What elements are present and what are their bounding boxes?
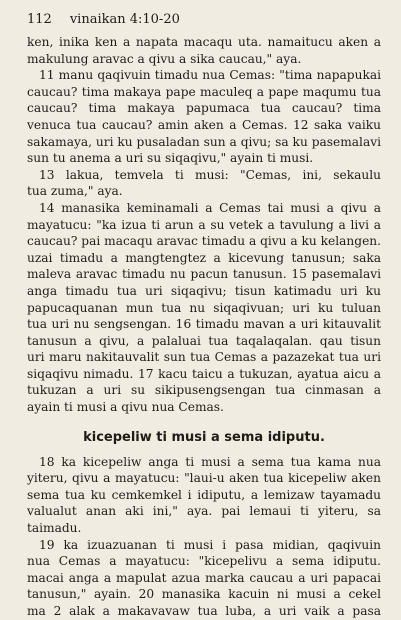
text-line: mayatucu: "ka izua ti arun a su vetek a tavulung a livi a <box>27 217 381 232</box>
text-line: tukuzan a uri su sikipusengsengan tua cinmasan a <box>27 383 381 398</box>
text-line: yiteru, qivu a mayatucu: "laui-u aken tua kicepeliw aken <box>27 471 381 486</box>
verse-line: 18 ka kicepeliw anga ti musi a sema tua kama nua <box>39 454 381 469</box>
text-line: sun tu anema a uri su siqaqivu," ayain ti musi. <box>27 151 314 166</box>
text-line: ken, inika ken a napata macaqu uta. namaitucu aken a <box>27 35 381 49</box>
text-line: sakamaya, uri ku pusaladan sun a qivu; sa ku pasemalavi <box>27 134 381 149</box>
text-line: maleva aravac timadu nu pacun tanusun. 15 pasemalavi <box>27 267 381 282</box>
verse-line: 14 manasika keminamali a Cemas tai musi a qivu a <box>39 200 381 215</box>
text-line: anga timadu tua uri siqaqivu; tisun katimadu uri ku <box>27 283 381 298</box>
body-text-top <box>27 34 381 416</box>
text-line: makulung aravac a qivu a sika caucau," aya. <box>27 51 302 66</box>
text-line: tua uri nu sengsengan. 16 timadu mavan a uri kitauvalit <box>27 317 381 332</box>
text-line: uzai timadu a mangtengtez a kicevung tanusun; saka <box>27 250 381 265</box>
verse-line: 13 lakua, temvela ti musi: "Cemas, ini, sekaulu <box>39 167 381 182</box>
text-line: caucau? pai macaqu aravac timadu a qivu a ku kelangen. <box>27 234 381 249</box>
text-line: venuca tua caucau? amin aken a Cemas. 12 saka vaiku <box>27 117 381 132</box>
text-line: nua Cemas a mayatucu: "kicepelivu a sema idiputu. <box>27 554 381 569</box>
text-line: tua zuma," aya. <box>27 184 123 199</box>
page-number: 112 <box>27 12 52 27</box>
running-header <box>27 12 381 34</box>
text-line: tanusun a qivu, a palaluai tua taqalaqalan. qau tisun <box>27 333 381 348</box>
text-line: caucau? tima makaya pape maculeq a pape maqumu tua <box>27 84 381 99</box>
text-line: taimadu. <box>27 521 82 536</box>
verse-line: 19 ka izuazuanan ti musi i pasa midian, qaqivuin <box>39 537 381 552</box>
text-line: uri maru nakitauvalit sun tua Cemas a pazazekat tua uri <box>27 350 381 365</box>
text-line: caucau? tima makaya papumaca tua caucau? tima <box>27 101 381 116</box>
section-heading: kicepeliw ti musi a sema idiputu. <box>83 429 325 445</box>
text-line: sema tua ku cemkemkel i idiputu, a lemizaw tayamadu <box>27 487 381 502</box>
text-line: ma 2 alak a makavavaw tua luba, a uri vaik a pasa <box>27 604 381 618</box>
text-line: valualut anan aki ini," aya. pai lemaui ti yiteru, sa <box>27 504 381 519</box>
text-line: ayain ti musi a qivu nua Cemas. <box>27 400 224 415</box>
text-line: siqaqivu nimadu. 17 kacu taicu a tukuzan, ayatua aicu a <box>27 366 381 381</box>
text-line: papucaquanan mun tua nu siqaqivuan; uri ku tuluan <box>27 300 381 315</box>
text-line: tanusun," ayain. 20 manasika kacuin ni musi a cekel <box>27 587 381 602</box>
text-line: macai anga a mapulat azua marka caucau a uri papacai <box>27 570 381 585</box>
verse-line: 11 manu qaqivuin timadu nua Cemas: "tima napapukai <box>39 68 381 83</box>
chapter-reference: vinaikan 4:10-20 <box>69 12 180 27</box>
body-text-bottom <box>27 454 381 620</box>
